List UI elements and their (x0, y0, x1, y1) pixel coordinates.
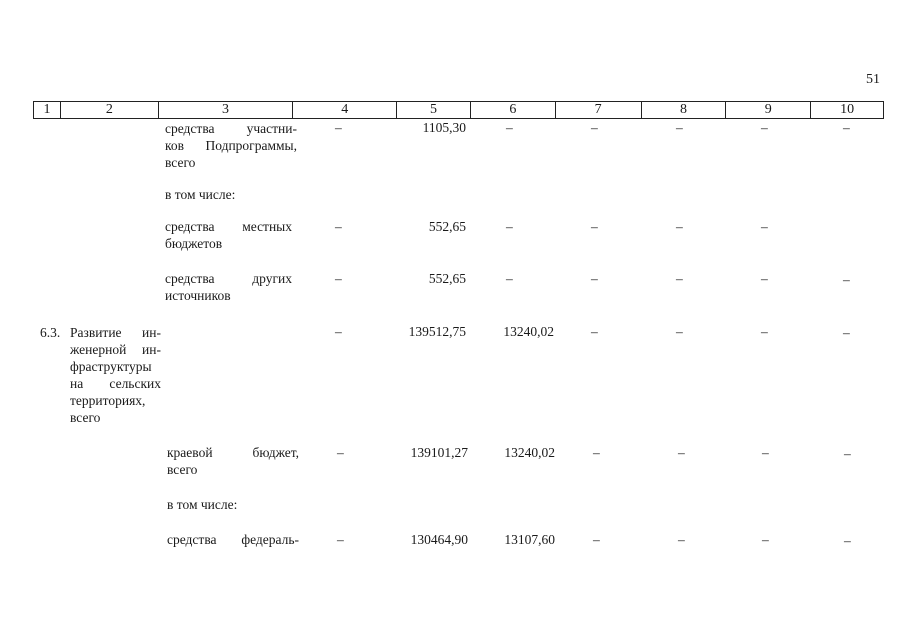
header-col-4: 4 (293, 102, 397, 118)
header-col-9: 9 (726, 102, 811, 118)
header-col-1: 1 (34, 102, 61, 118)
header-col-2: 2 (61, 102, 159, 118)
row-label-line: средства других (165, 271, 292, 286)
cell-col-6: 13240,02 (504, 445, 555, 460)
cell-col-4: – (335, 271, 342, 286)
row-label-line: женерной ин- (70, 342, 161, 357)
row-label-line: бюджетов (165, 236, 223, 251)
cell-col-7: – (591, 219, 598, 234)
cell-col-9: – (761, 271, 768, 286)
cell-col-4: – (335, 120, 342, 135)
row-label-line: средства местных (165, 219, 292, 234)
cell-col-8: – (678, 532, 685, 547)
cell-col-6: – (506, 219, 513, 234)
header-col-10: 10 (840, 102, 855, 117)
header-col-6: 6 (471, 102, 556, 118)
row-label-line: ков Подпрограммы, (165, 138, 297, 153)
row-label-line: всего (70, 410, 101, 425)
row-label-line: фраструктуры (70, 359, 152, 374)
page-number: 51 (866, 72, 880, 87)
cell-col-9: – (762, 532, 769, 547)
cell-col-7: – (591, 271, 598, 286)
cell-col-5: 139101,27 (410, 445, 468, 460)
cell-col-5: 139512,75 (408, 324, 466, 339)
row-label-line: всего (167, 462, 198, 477)
header-col-5: 5 (397, 102, 471, 118)
row-label-line: средства федераль- (167, 532, 299, 547)
row-label-line: краевой бюджет, (167, 445, 299, 460)
cell-col-10: – (843, 120, 850, 135)
cell-col-4: – (337, 532, 344, 547)
cell-col-8: – (678, 445, 685, 460)
cell-col-6: 13107,60 (504, 532, 555, 547)
row-label-line: территориях, (70, 393, 146, 408)
row-label-line: источников (165, 288, 231, 303)
row-label-line: в том числе: (165, 187, 236, 202)
cell-col-9: – (761, 324, 768, 339)
cell-col-5: 130464,90 (410, 532, 468, 547)
cell-col-10: – (844, 446, 851, 461)
cell-col-4: – (335, 324, 342, 339)
cell-col-10: – (843, 272, 850, 287)
cell-col-6: 13240,02 (503, 324, 554, 339)
cell-col-9: – (761, 219, 768, 234)
table-header-row (33, 101, 884, 119)
cell-col-4: – (337, 445, 344, 460)
header-col-8: 8 (642, 102, 727, 118)
cell-col-7: – (593, 532, 600, 547)
cell-col-4: – (335, 219, 342, 234)
cell-col-6: – (506, 120, 513, 135)
header-col-3: 3 (159, 102, 294, 118)
cell-col-8: – (676, 324, 683, 339)
cell-col-8: – (676, 219, 683, 234)
cell-col-6: – (506, 271, 513, 286)
row-label-line: средства участни- (165, 121, 297, 136)
cell-col-10: – (843, 325, 850, 340)
row-label-line: Развитие ин- (70, 325, 161, 340)
cell-col-7: – (593, 445, 600, 460)
cell-col-5: 1105,30 (422, 120, 466, 135)
cell-col-7: – (591, 120, 598, 135)
row-label-line: всего (165, 155, 196, 170)
row-label-line: на сельских (70, 376, 161, 391)
cell-col-8: – (676, 120, 683, 135)
cell-col-8: – (676, 271, 683, 286)
cell-col-7: – (591, 324, 598, 339)
row-number: 6.3. (40, 325, 61, 340)
cell-col-10: – (844, 533, 851, 548)
header-col-7: 7 (556, 102, 642, 118)
cell-col-5: 552,65 (428, 219, 466, 234)
cell-col-9: – (762, 445, 769, 460)
row-label-line: в том числе: (167, 497, 238, 512)
cell-col-5: 552,65 (428, 271, 466, 286)
cell-col-9: – (761, 120, 768, 135)
